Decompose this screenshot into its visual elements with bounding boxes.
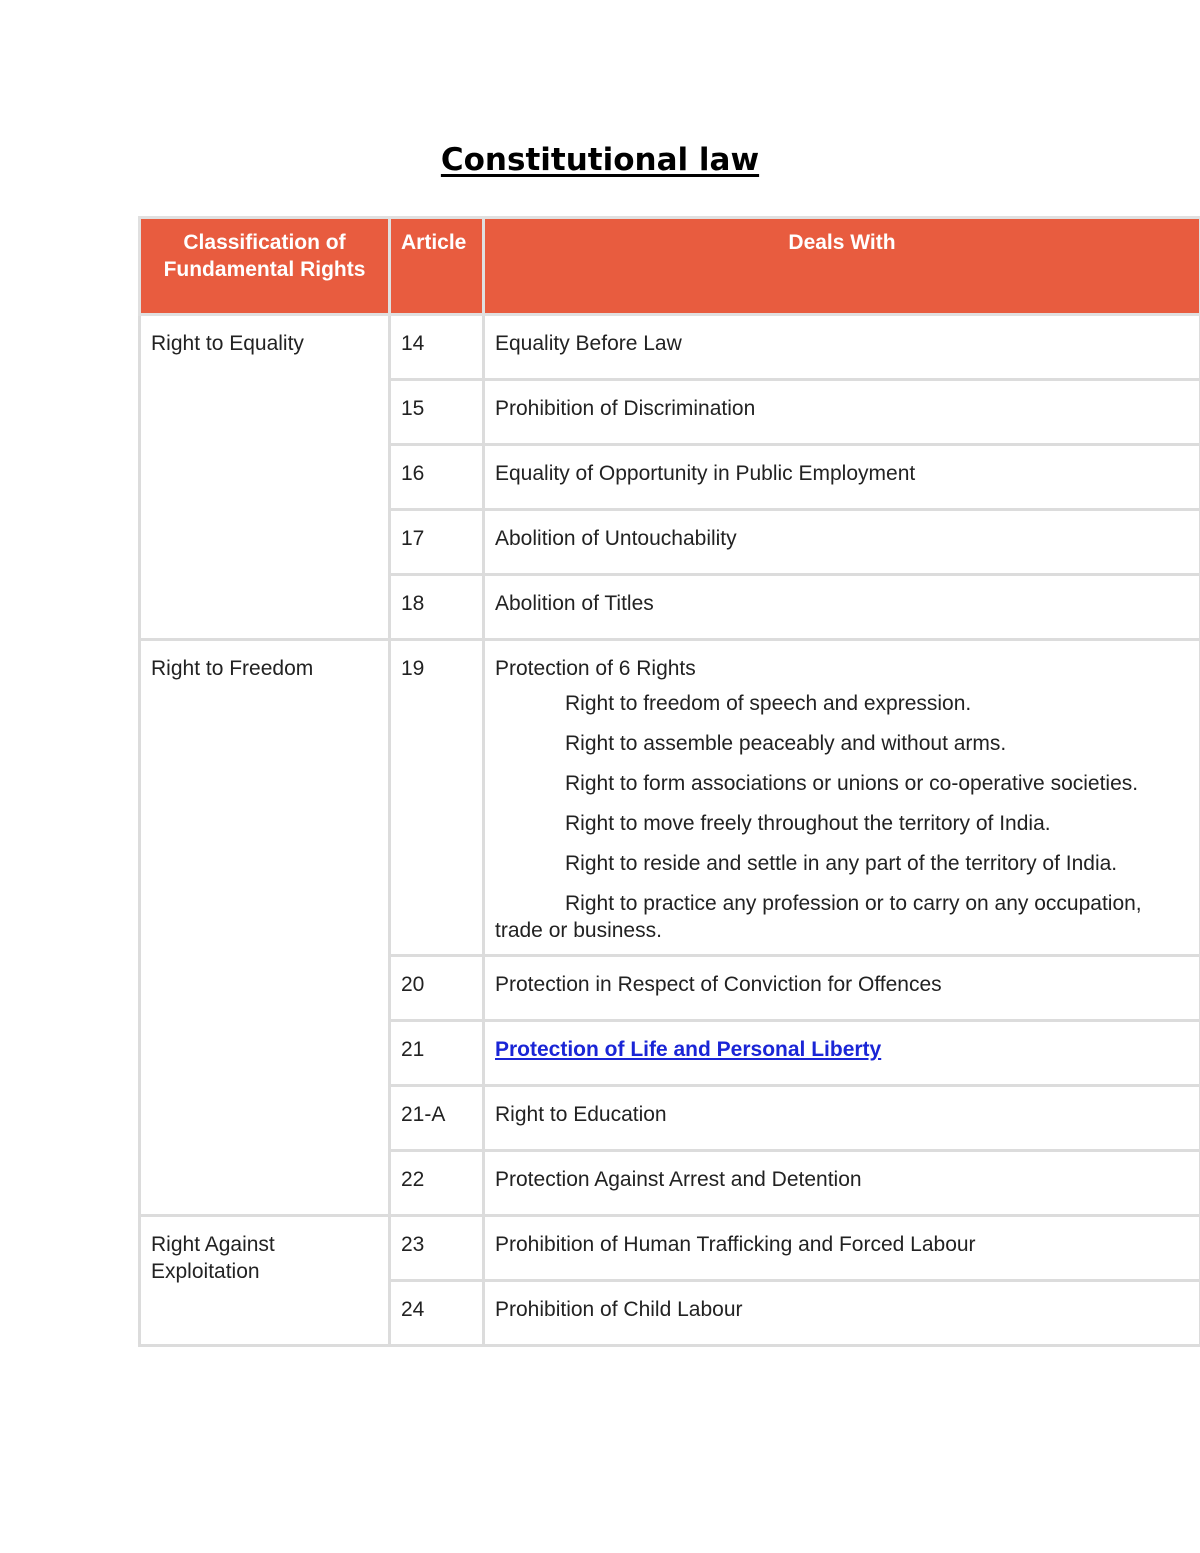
table-row	[140, 640, 1200, 956]
deals-with-cell: Protection in Respect of Conviction for Offences	[484, 956, 1200, 1021]
list-item: Right to move freely throughout the territory of India.	[565, 812, 1051, 835]
article-21-link[interactable]: Protection of Life and Personal Liberty	[495, 1038, 882, 1061]
table-row	[140, 1216, 1200, 1281]
list-item: Right to assemble peaceably and without arms.	[565, 732, 1007, 755]
article-cell: 18	[390, 575, 484, 640]
article-cell: 15	[390, 380, 484, 445]
deals-with-text: Protection of 6 Rights	[495, 657, 696, 680]
header-classification: Classification of Fundamental Rights	[140, 218, 390, 315]
sub-rights-list	[495, 690, 1189, 944]
deals-with-cell: Equality Before Law	[484, 315, 1200, 380]
article-cell: 24	[390, 1281, 484, 1346]
list-item: Right to reside and settle in any part of the territory of India.	[565, 852, 1118, 875]
header-article: Article	[390, 218, 484, 315]
deals-with-cell	[484, 1021, 1200, 1086]
classification-cell: Right to Equality	[140, 315, 390, 640]
article-cell: 16	[390, 445, 484, 510]
deals-with-cell	[484, 640, 1200, 956]
article-cell: 21	[390, 1021, 484, 1086]
classification-cell: Right to Freedom	[140, 640, 390, 1216]
table-header-row	[140, 218, 1200, 315]
article-cell: 19	[390, 640, 484, 956]
deals-with-cell: Abolition of Titles	[484, 575, 1200, 640]
article-cell: 17	[390, 510, 484, 575]
deals-with-cell: Prohibition of Discrimination	[484, 380, 1200, 445]
list-item: Right to form associations or unions or co-operative societies.	[565, 772, 1139, 795]
page-title: Constitutional law	[440, 142, 760, 178]
table-row	[140, 315, 1200, 380]
deals-with-cell: Prohibition of Human Trafficking and Forced Labour	[484, 1216, 1200, 1281]
deals-with-cell: Protection Against Arrest and Detention	[484, 1151, 1200, 1216]
article-cell: 21-A	[390, 1086, 484, 1151]
fundamental-rights-table	[138, 216, 1200, 1347]
list-item: Right to practice any profession or to carry on any occupation, trade or business.	[495, 892, 1142, 942]
header-deals-with: Deals With	[484, 218, 1200, 315]
article-cell: 23	[390, 1216, 484, 1281]
deals-with-cell: Abolition of Untouchability	[484, 510, 1200, 575]
list-item: Right to freedom of speech and expression.	[565, 692, 972, 715]
article-cell: 22	[390, 1151, 484, 1216]
classification-cell: Right Against Exploitation	[140, 1216, 390, 1346]
article-cell: 20	[390, 956, 484, 1021]
deals-with-cell: Prohibition of Child Labour	[484, 1281, 1200, 1346]
deals-with-cell: Equality of Opportunity in Public Employment	[484, 445, 1200, 510]
deals-with-cell: Right to Education	[484, 1086, 1200, 1151]
article-cell: 14	[390, 315, 484, 380]
